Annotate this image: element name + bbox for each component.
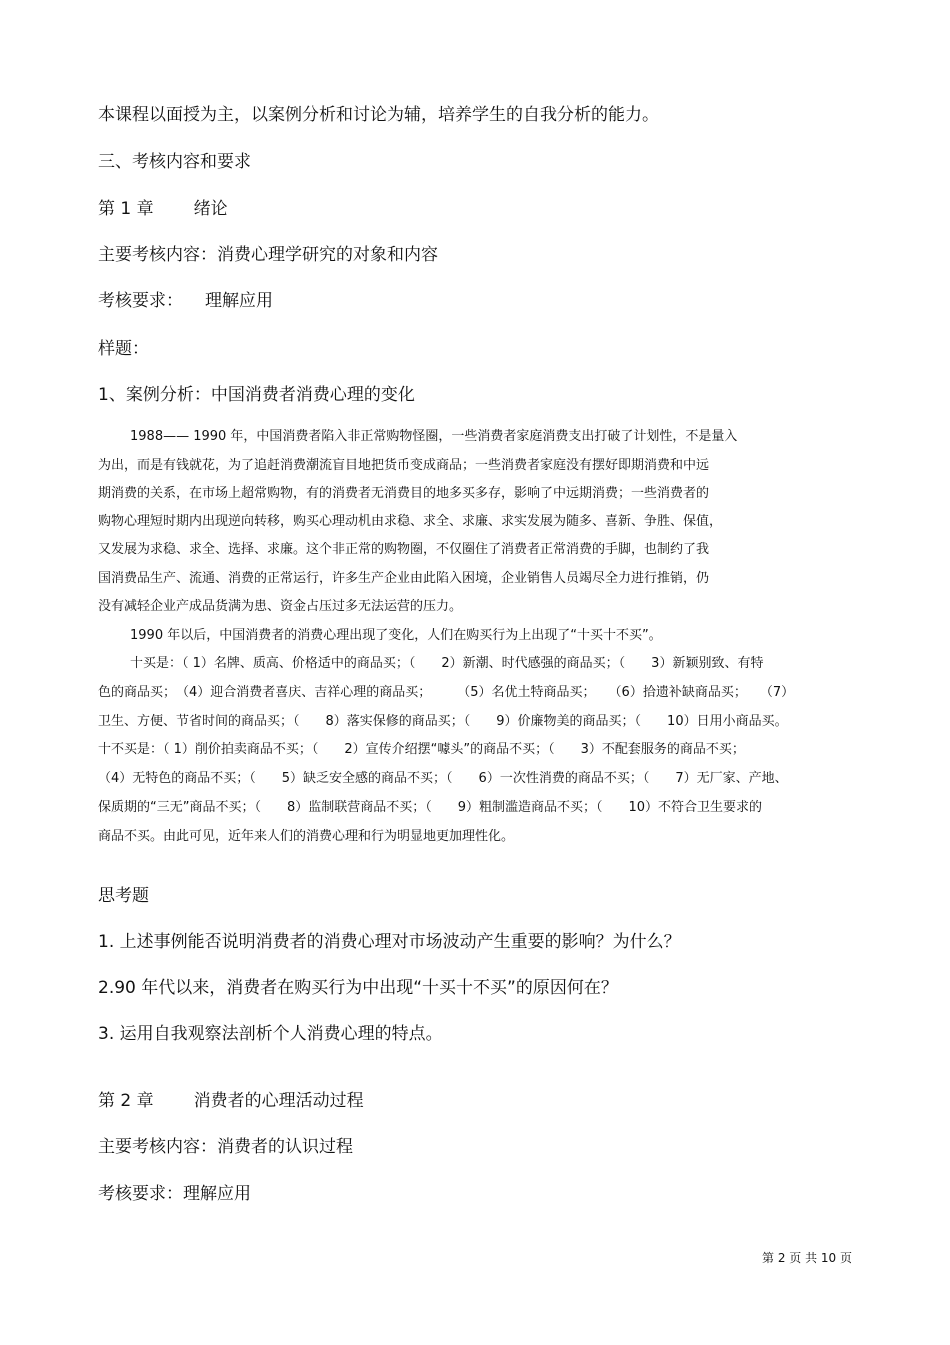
case-line: 又发展为求稳、求全、选择、求廉。这个非正常的购物圈，不仅圈住了消费者正常消费的手脚，也制约了我 — [98, 542, 710, 557]
question-item: 3. 运用自我观察法剖析个人消费心理的特点。 — [98, 1024, 443, 1044]
question-item: 1. 上述事例能否说明消费者的消费心理对市场波动产生重要的影响？为什么？ — [98, 932, 681, 952]
chapter1-title: 绪论 — [193, 199, 228, 219]
chapter2-title: 消费者的心理活动过程 — [193, 1091, 364, 1111]
case-line: 保质期的“三无”商品不买；（ 8）监制联营商品不买；（ 9）粗制滥造商品不买；（ 10）不符合卫生要求的 — [98, 800, 763, 815]
case-line: 商品不买。由此可见，近年来人们的消费心理和行为明显地更加理性化。 — [98, 829, 515, 844]
chapter1-req-value: 理解应用 — [205, 291, 273, 311]
chapter2-content: 主要考核内容：消费者的认识过程 — [98, 1137, 353, 1157]
chapter1-number: 第 1 章 — [98, 199, 154, 219]
case-line: 为出，而是有钱就花，为了追赶消费潮流盲目地把货币变成商品；一些消费者家庭没有摆好即期消费和中远 — [98, 458, 710, 473]
question-item: 2.90 年代以来，消费者在购买行为中出现“十买十不买”的原因何在？ — [98, 978, 618, 998]
chapter2-requirement: 考核要求：理解应用 — [98, 1184, 251, 1204]
chapter1-heading — [98, 198, 228, 220]
section-heading: 三、考核内容和要求 — [98, 152, 251, 172]
case-line: 国消费品生产、流通、消费的正常运行，许多生产企业由此陷入困境，企业销售人员竭尽全力进行推销，仍 — [98, 571, 710, 586]
case-line: 十不买是：（ 1）削价拍卖商品不买；（ 2）宣传介绍摆“噱头”的商品不买；（ 3）不配套服务的商品不买； — [98, 742, 745, 757]
page-number-footer: 第 2 页 共 10 页 — [762, 1251, 852, 1265]
case-line: 十买是：（ 1）名牌、质高、价格适中的商品买；（ 2）新潮、时代感强的商品买；（ 3）新颖别致、有特 — [130, 656, 764, 671]
chapter1-req-label: 考核要求： — [98, 291, 183, 311]
case-line: 卫生、方便、节省时间的商品买；（ 8）落实保修的商品买；（ 9）价廉物美的商品买；（ 10）日用小商品买。 — [98, 714, 788, 729]
case-line: 1990 年以后，中国消费者的消费心理出现了变化，人们在购买行为上出现了“十买十不买”。 — [130, 628, 662, 643]
questions-label: 思考题 — [98, 886, 149, 906]
chapter2-number: 第 2 章 — [98, 1091, 154, 1111]
case-line: 期消费的关系，在市场上超常购物，有的消费者无消费目的地多买多存，影响了中远期消费；一些消费者的 — [98, 486, 710, 501]
sample-label: 样题： — [98, 339, 149, 359]
case-title: 1、案例分析：中国消费者消费心理的变化 — [98, 385, 415, 405]
chapter1-content: 主要考核内容：消费心理学研究的对象和内容 — [98, 245, 438, 265]
chapter1-requirement — [98, 290, 273, 312]
chapter2-heading — [98, 1090, 364, 1112]
case-line: （4）无特色的商品不买；（ 5）缺乏安全感的商品不买；（ 6）一次性消费的商品不买；（ 7）无厂家、产地、 — [98, 771, 788, 786]
case-line: 没有减轻企业产成品货满为患、资金占压过多无法运营的压力。 — [98, 599, 463, 614]
teaching-method-line: 本课程以面授为主，以案例分析和讨论为辅，培养学生的自我分析的能力。 — [98, 105, 659, 125]
case-line: 色的商品买； （4）迎合消费者喜庆、吉祥心理的商品买； （5）名优土特商品买； （6）拾遗补缺商品买； （7） — [98, 685, 795, 700]
case-line: 购物心理短时期内出现逆向转移，购买心理动机由求稳、求全、求廉、求实发展为随多、喜新、争胜、保值， — [98, 514, 723, 529]
case-line: 1988—— 1990 年，中国消费者陷入非正常购物怪圈，一些消费者家庭消费支出打破了计划性，不是量入 — [130, 429, 738, 444]
